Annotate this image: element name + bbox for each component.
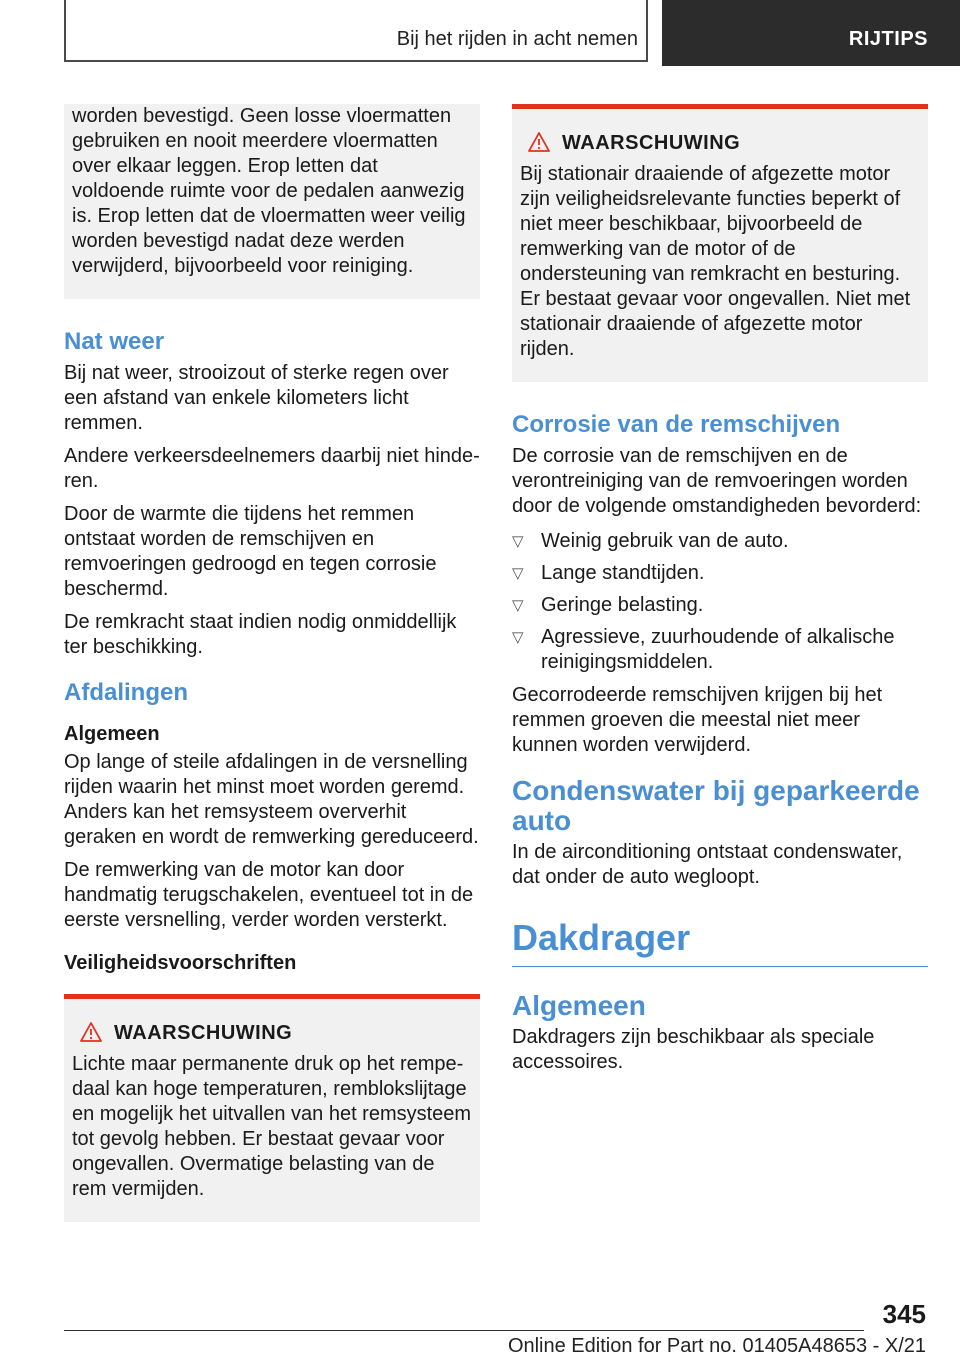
list-item-text: Lange standtijden.: [541, 562, 705, 584]
heading-afdalingen: Afdalingen: [64, 679, 188, 706]
list-item: [512, 625, 928, 675]
paragraph: De corrosie van de remschijven en de verontreiniging van de remvoeringen worden door de volgende omstandigheden bevorderd:: [512, 445, 922, 517]
list-item: [512, 529, 928, 554]
warning-text: Lichte maar permanente druk op het rempedaal kan hoge temperaturen, remblokslijtage en mogelijk het uitvallen van het remsysteem tot gevolg hebben. Er bestaat gevaar voor ongevallen. Overmatige belasting van de rem vermijden.: [72, 1053, 472, 1200]
header-section-title: Bij het rijden in acht nemen: [396, 28, 638, 50]
warning-title-text: WAARSCHUWING: [114, 1022, 293, 1044]
continued-box: [64, 104, 480, 299]
footer-divider: [64, 1330, 864, 1331]
list-item: [512, 561, 928, 586]
paragraph: Bij nat weer, strooizout of sterke regen over een afstand van enkele kilometers licht remmen.: [64, 362, 449, 434]
continued-text: worden bevestigd. Geen losse vloermatten gebruiken en nooit meerdere vloermatten over elkaar leggen. Erop letten dat voldoende ruimte voor de pedalen aanwezig is. Erop letten dat de vloermatten weer veilig worden bevestigd nadat deze werden verwijderd, bijvoorbeeld voor reiniging.: [72, 105, 466, 277]
corrosion-list: [512, 529, 928, 675]
triangle-bullet-icon: ▽: [512, 565, 524, 582]
heading-algemeen: Algemeen: [512, 990, 646, 1021]
paragraph: Door de warmte die tijdens het remmen ontstaat worden de remschijven en remvoeringen gedroogd en tegen corrosie beschermd.: [64, 503, 437, 600]
paragraph: De remkracht staat indien nodig onmiddellijk ter beschikking.: [64, 611, 457, 658]
paragraph: Gecorrodeerde remschijven krijgen bij het remmen groeven die meestal niet meer kunnen worden verwijderd.: [512, 684, 883, 756]
warning-box: [512, 104, 928, 382]
triangle-bullet-icon: ▽: [512, 629, 524, 646]
warning-title: [72, 1021, 472, 1046]
paragraph: In de airconditioning ontstaat condenswater, dat onder de auto wegloopt.: [512, 841, 903, 888]
header-chapter-tab: RIJTIPS: [662, 0, 960, 66]
list-item-text: Agressieve, zuurhoudende of alkalische reinigingsmiddelen.: [541, 626, 895, 673]
left-column: [64, 104, 480, 1222]
list-item: [512, 593, 928, 618]
triangle-bullet-icon: ▽: [512, 597, 524, 614]
paragraph: Andere verkeersdeelnemers daarbij niet hinderen.: [64, 445, 480, 492]
warning-text: Bij stationair draaiende of afgezette motor zijn veiligheidsrelevante functies beperkt of niet meer beschikbaar, bijvoorbeeld de remwerking van de motor of de ondersteuning van remkracht en besturing. Er bestaat gevaar voor ongevallen. Niet met stationair draaiende of afgezette motor rijden.: [520, 163, 911, 360]
paragraph: De remwerking van de motor kan door handmatig terugschakelen, eventueel tot in de eerste versnelling, verder worden versterkt.: [64, 859, 474, 931]
warning-title-text: WAARSCHUWING: [562, 132, 741, 154]
warning-triangle-icon: [80, 1022, 102, 1042]
warning-box: [64, 994, 480, 1222]
heading-nat-weer: Nat weer: [64, 328, 165, 355]
footer-edition: Online Edition for Part no. 01405A48653 - X/21: [507, 1335, 926, 1357]
page-number: 345: [882, 1299, 926, 1329]
heading-condenswater: Condenswater bij geparkeerde auto: [512, 775, 920, 836]
list-item-text: Geringe belasting.: [541, 594, 704, 616]
chapter-heading-dakdrager: Dakdrager: [512, 916, 928, 967]
right-column: [512, 104, 928, 1083]
heading-corrosie: Corrosie van de remschijven: [512, 411, 841, 438]
subheading-algemeen: Algemeen: [64, 723, 160, 745]
triangle-bullet-icon: ▽: [512, 533, 524, 550]
paragraph: Dakdragers zijn beschikbaar als speciale accessoires.: [512, 1026, 875, 1073]
warning-title: [520, 131, 920, 156]
page-header: [0, 0, 960, 66]
paragraph: Op lange of steile afdalingen in de versnelling rijden waarin het minst moet worden geremd. Anders kan het remsysteem oververhit geraken en wordt de remwerking gereduceerd.: [64, 751, 479, 848]
warning-triangle-icon: [528, 132, 550, 152]
subheading-veiligheid: Veiligheidsvoorschriften: [64, 952, 297, 974]
list-item-text: Weinig gebruik van de auto.: [541, 530, 789, 552]
